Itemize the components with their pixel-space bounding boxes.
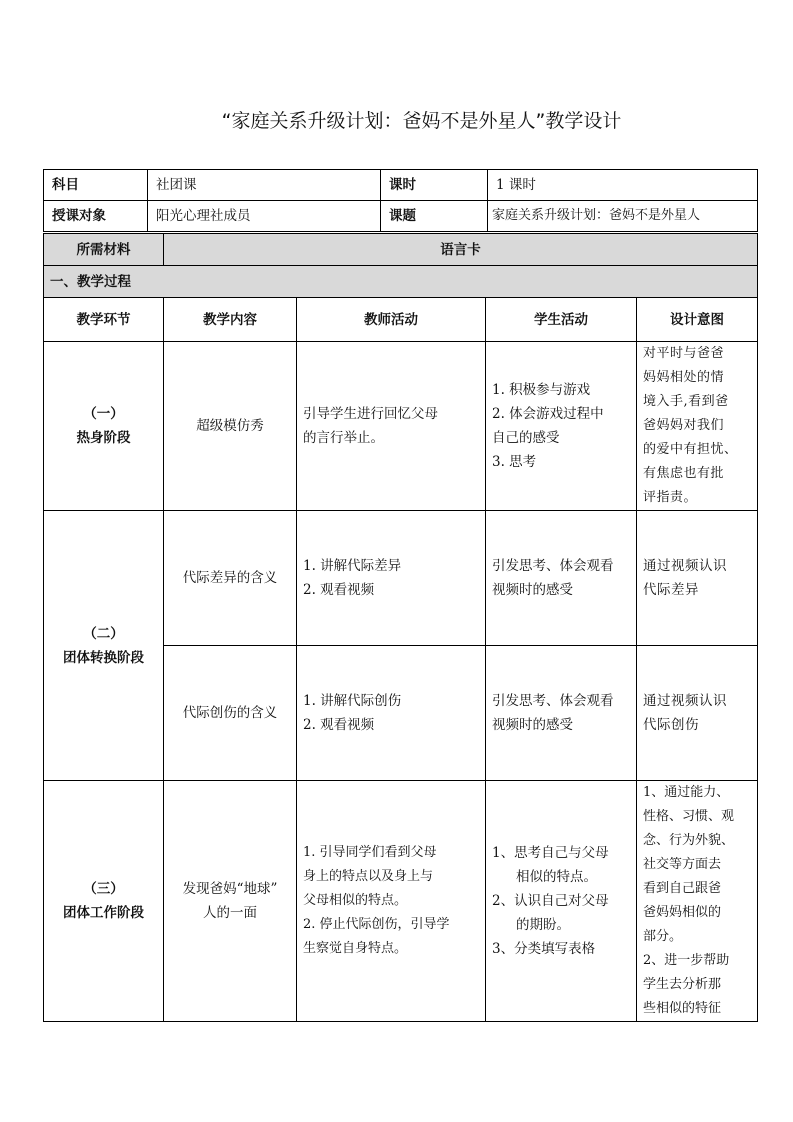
document-title: “家庭关系升级计划：爸妈不是外星人”教学设计 [221, 110, 622, 132]
info-table [43, 169, 758, 232]
table-row [44, 781, 758, 1022]
intent-line: 境入手,看到爸 [643, 394, 729, 409]
content-line: 人的一面 [203, 905, 257, 921]
teacher-cell [297, 342, 486, 511]
student-cell [486, 511, 637, 646]
info-row-audience [44, 201, 758, 232]
intent-line: 代际差异 [643, 582, 699, 598]
student-line: 3、分类填写表格 [492, 941, 596, 957]
intent-line: 的爱中有担忧、 [643, 442, 738, 457]
materials-row [44, 234, 758, 266]
intent-line: 部分。 [643, 929, 683, 944]
intent-line: 看到自己跟爸 [643, 881, 722, 896]
subject-value: 社团课 [148, 170, 381, 201]
teacher-line: 1. 讲解代际差异 [303, 558, 402, 574]
intent-line: 爸妈妈对我们 [643, 418, 725, 433]
intent-line: 些相似的特征 [643, 1001, 722, 1016]
teacher-line: 2. 观看视频 [303, 717, 375, 733]
table-row [44, 511, 758, 646]
intent-cell [637, 511, 758, 646]
intent-line: 有焦虑也有批 [643, 466, 725, 481]
col-header-intent: 设计意图 [637, 298, 758, 342]
teacher-cell [297, 511, 486, 646]
section-row [44, 266, 758, 298]
stage-cell [44, 342, 164, 511]
content-cell: 代际创伤的含义 [164, 646, 297, 781]
student-line: 相似的特点。 [516, 869, 597, 885]
hours-label: 课时 [381, 170, 488, 201]
student-cell [486, 342, 637, 511]
audience-label: 授课对象 [44, 201, 148, 232]
process-table [43, 233, 758, 1022]
intent-cell [637, 342, 758, 511]
student-line: 自己的感受 [492, 430, 560, 446]
student-line: 引发思考、体会观看 [492, 693, 614, 709]
teacher-line: 引导学生进行回忆父母 [303, 406, 438, 422]
teacher-line: 1. 讲解代际创伤 [303, 693, 402, 709]
teacher-line: 生察觉自身特点。 [303, 941, 408, 956]
topic-value: 家庭关系升级计划：爸妈不是外星人 [488, 201, 758, 232]
intent-line: 通过视频认识 [643, 693, 727, 709]
materials-label: 所需材料 [44, 234, 164, 266]
intent-line: 学生去分析那 [643, 977, 722, 992]
student-line: 2、认识自己对父母 [492, 893, 609, 909]
student-line: 的期盼。 [516, 917, 570, 933]
info-row-subject [44, 170, 758, 201]
intent-line: 念、行为外貌、 [643, 833, 735, 848]
stage-name: 团体转换阶段 [63, 649, 144, 666]
materials-value: 语言卡 [164, 234, 758, 266]
intent-line: 通过视频认识 [643, 558, 727, 574]
student-line: 视频时的感受 [492, 582, 573, 598]
teacher-line: 2. 停止代际创伤，引导学 [303, 917, 450, 932]
stage-cell [44, 511, 164, 781]
student-line: 引发思考、体会观看 [492, 558, 614, 574]
student-cell [486, 646, 637, 781]
intent-cell [637, 646, 758, 781]
col-header-content: 教学内容 [164, 298, 297, 342]
stage-number: （一） [83, 406, 124, 422]
student-cell [486, 781, 637, 1022]
intent-line: 妈妈相处的情 [643, 370, 725, 385]
section-title: 一、教学过程 [44, 266, 758, 298]
intent-cell [637, 781, 758, 1022]
stage-cell [44, 781, 164, 1022]
col-header-teacher: 教师活动 [297, 298, 486, 342]
student-line: 2. 体会游戏过程中 [492, 406, 604, 422]
teacher-line: 的言行举止。 [303, 430, 384, 446]
student-line: 1. 积极参与游戏 [492, 382, 591, 398]
intent-line: 1、通过能力、 [643, 785, 730, 800]
stage-name: 团体工作阶段 [63, 905, 144, 921]
teacher-cell [297, 646, 486, 781]
intent-line: 社交等方面去 [643, 857, 722, 872]
content-cell [164, 781, 297, 1022]
content-cell: 代际差异的含义 [164, 511, 297, 646]
intent-line: 性格、习惯、观 [643, 809, 735, 824]
topic-label: 课题 [381, 201, 488, 232]
teacher-line: 父母相似的特点。 [303, 893, 408, 908]
col-header-student: 学生活动 [486, 298, 637, 342]
intent-line: 爸妈妈相似的 [643, 905, 722, 920]
stage-name: 热身阶段 [76, 430, 131, 446]
audience-value: 阳光心理社成员 [148, 201, 381, 232]
teacher-line: 2. 观看视频 [303, 582, 375, 598]
student-line: 3. 思考 [492, 454, 537, 470]
stage-number: （二） [83, 625, 124, 642]
student-line: 1、思考自己与父母 [492, 845, 609, 861]
intent-line: 2、进一步帮助 [643, 953, 730, 968]
stage-number: （三） [83, 881, 124, 897]
column-header-row [44, 298, 758, 342]
teacher-line: 身上的特点以及身上与 [303, 869, 434, 884]
teacher-line: 1. 引导同学们看到父母 [303, 845, 437, 860]
col-header-stage: 教学环节 [44, 298, 164, 342]
intent-line: 对平时与爸爸 [643, 346, 725, 361]
table-row [44, 342, 758, 511]
content-cell: 超级模仿秀 [164, 342, 297, 511]
subject-label: 科目 [44, 170, 148, 201]
teacher-cell [297, 781, 486, 1022]
content-line: 发现爸妈“地球” [182, 881, 278, 897]
student-line: 视频时的感受 [492, 717, 573, 733]
intent-line: 评指责。 [643, 490, 698, 505]
intent-line: 代际创伤 [643, 717, 699, 733]
hours-value: 1 课时 [488, 170, 758, 201]
